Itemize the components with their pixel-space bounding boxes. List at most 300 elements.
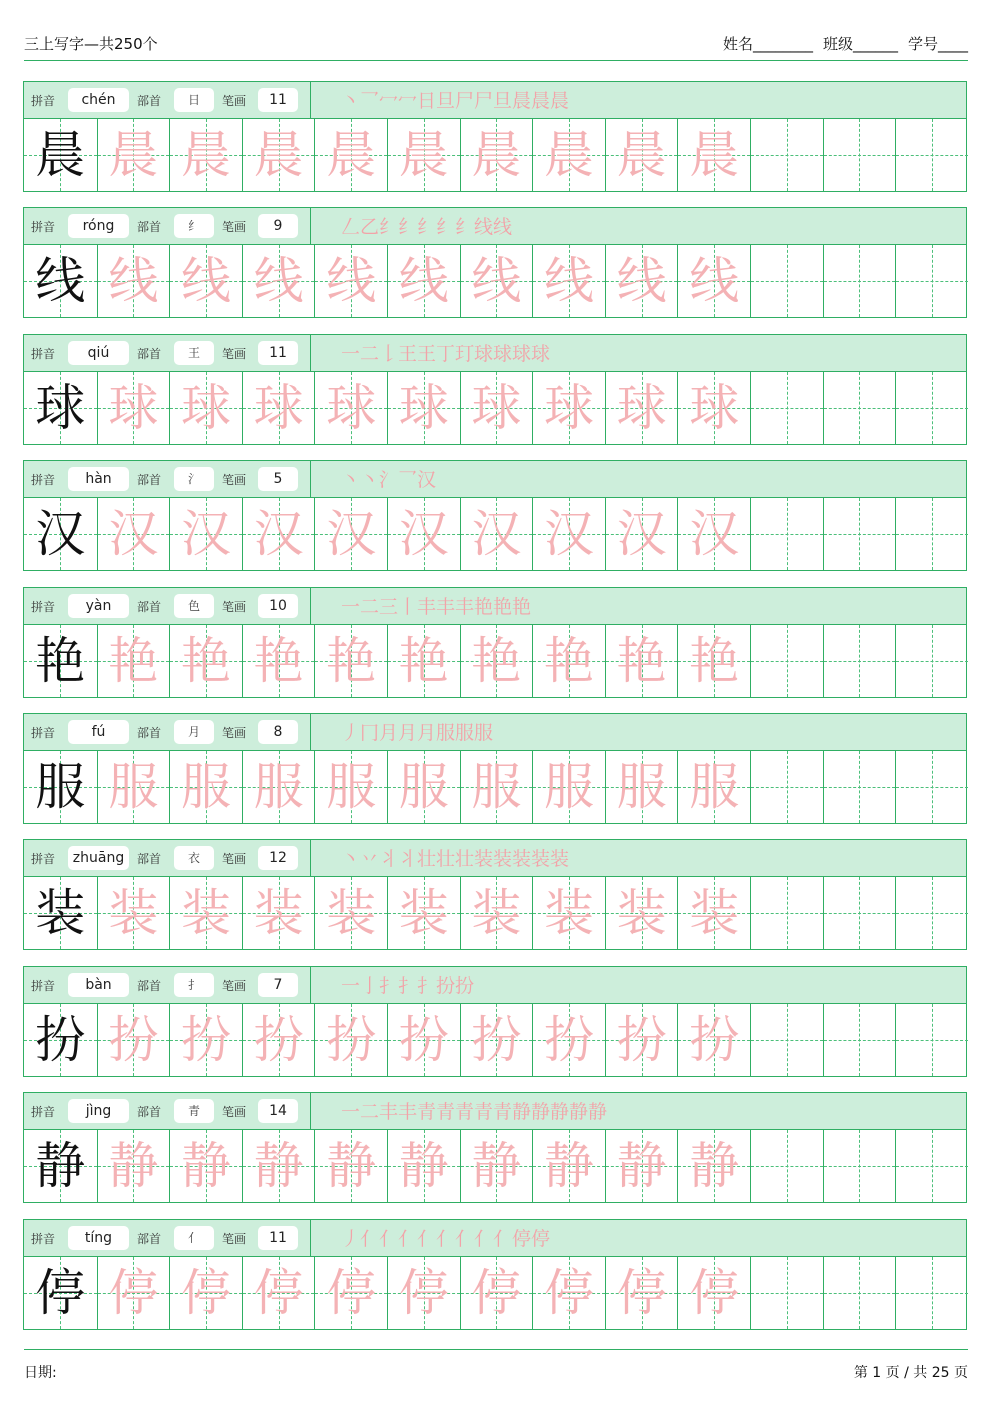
trace-char: 静 [180, 1137, 231, 1196]
trace-char: 扮 [180, 1010, 231, 1069]
trace-cell [169, 1130, 242, 1202]
trace-char: 艳 [543, 631, 594, 690]
blank-cell[interactable] [750, 625, 823, 697]
trace-char: 装 [471, 884, 522, 943]
trace-char: 停 [180, 1263, 231, 1322]
radical-label: 部首 [137, 852, 162, 867]
trace-char: 静 [108, 1137, 159, 1196]
model-cell [24, 1130, 97, 1202]
trace-char: 线 [616, 252, 667, 311]
trace-cell [242, 498, 315, 570]
trace-cell [677, 1130, 750, 1202]
trace-char: 服 [398, 758, 449, 816]
trace-char: 线 [108, 252, 159, 311]
radical-label: 部首 [137, 978, 162, 993]
trace-char: 球 [471, 378, 522, 437]
trace-cell [605, 372, 678, 444]
guide-line-horizontal [751, 281, 823, 282]
char-block [23, 1092, 967, 1203]
trace-char: 艳 [108, 631, 159, 690]
guide-line-horizontal [896, 534, 968, 535]
trace-cell [460, 245, 533, 317]
pinyin-value: yàn [68, 594, 129, 618]
pinyin-label: 拼音 [31, 726, 56, 740]
trace-cell [314, 498, 387, 570]
writing-grid [24, 751, 966, 823]
stroke-count: 11 [258, 1226, 298, 1250]
strokes-label: 笔画 [222, 220, 247, 235]
model-char: 球 [35, 378, 86, 437]
trace-char: 停 [398, 1263, 449, 1322]
pinyin-label: 拼音 [31, 94, 56, 108]
blank-cell[interactable] [750, 1004, 823, 1076]
blank-cell[interactable] [750, 877, 823, 949]
trace-char: 扮 [616, 1010, 667, 1069]
trace-char: 装 [398, 884, 449, 943]
blank-cell[interactable] [823, 625, 896, 697]
trace-cell [605, 751, 678, 823]
trace-char: 停 [253, 1263, 304, 1322]
blank-cell[interactable] [895, 372, 968, 444]
guide-line-horizontal [824, 281, 896, 282]
trace-char: 服 [326, 758, 377, 816]
guide-line-horizontal [751, 1040, 823, 1041]
trace-cell [460, 625, 533, 697]
blank-cell[interactable] [823, 1004, 896, 1076]
stroke-order-area [310, 461, 966, 497]
trace-char: 扮 [543, 1010, 594, 1069]
radical-value: 亻 [174, 1226, 214, 1250]
blank-cell[interactable] [823, 877, 896, 949]
pinyin-label: 拼音 [31, 978, 56, 993]
trace-char: 球 [108, 378, 159, 437]
strokes-label: 笔画 [222, 978, 247, 993]
guide-line-horizontal [751, 155, 823, 156]
blank-cell[interactable] [823, 1130, 896, 1202]
char-block [23, 334, 967, 445]
trace-char: 球 [253, 378, 304, 437]
trace-char: 球 [543, 378, 594, 437]
worksheet-title: 三上写字—共250个 [24, 35, 158, 53]
model-char: 汉 [35, 505, 86, 564]
blank-cell[interactable] [895, 1257, 968, 1329]
trace-char: 扮 [108, 1010, 159, 1069]
radical-label: 部首 [137, 220, 162, 235]
blank-cell[interactable] [823, 119, 896, 191]
trace-char: 静 [471, 1137, 522, 1196]
model-char: 服 [35, 758, 86, 816]
trace-char: 装 [543, 884, 594, 943]
stroke-order-area [310, 714, 966, 750]
trace-cell [532, 751, 605, 823]
trace-char: 线 [253, 252, 304, 311]
writing-grid [24, 625, 966, 697]
strokes-label: 笔画 [222, 852, 247, 867]
guide-line-horizontal [896, 913, 968, 914]
blank-cell[interactable] [895, 625, 968, 697]
pinyin-value: jìng [68, 1099, 129, 1123]
stroke-count: 10 [258, 594, 298, 618]
model-cell [24, 625, 97, 697]
writing-grid [24, 245, 966, 317]
blank-cell[interactable] [895, 751, 968, 823]
page-info: 第 1 页 / 共 25 页 [853, 1365, 968, 1381]
trace-cell [97, 372, 170, 444]
blank-cell[interactable] [823, 751, 896, 823]
trace-char: 装 [108, 884, 159, 943]
trace-char: 晨 [108, 126, 159, 184]
writing-grid [24, 1130, 966, 1202]
trace-char: 线 [326, 252, 377, 311]
stroke-order-area [310, 335, 966, 371]
char-block [23, 81, 967, 192]
trace-char: 球 [689, 378, 740, 437]
trace-char: 服 [180, 758, 231, 816]
trace-cell [460, 119, 533, 191]
class-field[interactable]: 班级______ [822, 35, 898, 53]
trace-char: 艳 [689, 631, 740, 690]
trace-cell [97, 1004, 170, 1076]
strokes-label: 笔画 [222, 94, 247, 108]
guide-line-horizontal [824, 155, 896, 156]
student-info [723, 33, 968, 54]
trace-cell [532, 245, 605, 317]
guide-line-horizontal [751, 787, 823, 788]
writing-grid [24, 1004, 966, 1076]
trace-char: 晨 [689, 126, 740, 184]
guide-line-horizontal [751, 1166, 823, 1167]
trace-cell [314, 119, 387, 191]
radical-value: 青 [174, 1099, 214, 1123]
trace-cell [97, 245, 170, 317]
trace-char: 服 [689, 758, 740, 816]
trace-cell [242, 372, 315, 444]
trace-char: 线 [543, 252, 594, 311]
trace-char: 服 [471, 758, 522, 816]
stroke-order: 丶丶氵乛汉 [341, 469, 437, 492]
trace-cell [387, 372, 460, 444]
trace-char: 线 [398, 252, 449, 311]
model-char: 扮 [35, 1010, 86, 1069]
strokes-label: 笔画 [222, 1105, 247, 1120]
trace-char: 扮 [398, 1010, 449, 1069]
guide-line-horizontal [896, 787, 968, 788]
trace-cell [387, 751, 460, 823]
radical-value: 日 [174, 88, 214, 112]
trace-char: 装 [689, 884, 740, 943]
trace-char: 线 [471, 252, 522, 311]
stroke-order: 丿亻亻亻亻亻亻亻亻停停 [341, 1227, 551, 1250]
trace-cell [460, 877, 533, 949]
blank-cell[interactable] [895, 119, 968, 191]
trace-char: 扮 [326, 1010, 377, 1069]
trace-char: 艳 [326, 631, 377, 690]
pinyin-label: 拼音 [31, 852, 56, 867]
stroke-count: 11 [258, 341, 298, 365]
trace-char: 静 [253, 1137, 304, 1196]
char-block [23, 839, 967, 950]
strokes-label: 笔画 [222, 473, 247, 488]
trace-cell [387, 498, 460, 570]
trace-cell [314, 877, 387, 949]
radical-label: 部首 [137, 1105, 162, 1120]
radical-value: 扌 [174, 973, 214, 997]
trace-cell [677, 751, 750, 823]
trace-cell [314, 751, 387, 823]
stroke-count: 8 [258, 720, 298, 744]
trace-char: 服 [253, 758, 304, 816]
trace-char: 停 [616, 1263, 667, 1322]
trace-cell [242, 1004, 315, 1076]
char-block [23, 966, 967, 1077]
char-info-bar [24, 208, 966, 245]
stroke-order: 一二丰丰青青青青青静静静静静 [341, 1101, 608, 1124]
guide-line-horizontal [751, 1293, 823, 1294]
radical-value: 色 [174, 594, 214, 618]
blank-cell[interactable] [750, 1130, 823, 1202]
stroke-order: 一亅扌扌扌扮扮 [341, 974, 475, 997]
stroke-order: 一二𠄌王王丁玎球球球球 [341, 342, 551, 365]
trace-cell [169, 877, 242, 949]
pinyin-label: 拼音 [31, 220, 56, 235]
trace-char: 汉 [108, 505, 159, 564]
trace-char: 服 [108, 758, 159, 816]
radical-label: 部首 [137, 94, 162, 108]
guide-line-horizontal [896, 155, 968, 156]
radical-value: 衣 [174, 846, 214, 870]
trace-char: 汉 [180, 505, 231, 564]
stroke-order: 一二三丨丰丰丰艳艳艳 [341, 595, 532, 618]
blank-cell[interactable] [895, 877, 968, 949]
trace-char: 汉 [398, 505, 449, 564]
model-cell [24, 1257, 97, 1329]
trace-cell [169, 119, 242, 191]
trace-cell [97, 1257, 170, 1329]
guide-line-horizontal [896, 661, 968, 662]
blank-cell[interactable] [823, 1257, 896, 1329]
trace-cell [169, 751, 242, 823]
model-char: 停 [35, 1263, 86, 1322]
writing-grid [24, 119, 966, 191]
pinyin-value: hàn [68, 467, 129, 491]
char-info-bar [24, 82, 966, 119]
trace-char: 晨 [543, 126, 594, 184]
char-info-bar [24, 335, 966, 372]
trace-char: 汉 [689, 505, 740, 564]
trace-cell [677, 877, 750, 949]
trace-cell [97, 119, 170, 191]
trace-char: 停 [108, 1263, 159, 1322]
blank-cell[interactable] [895, 1004, 968, 1076]
guide-line-horizontal [824, 408, 896, 409]
trace-char: 服 [616, 758, 667, 816]
trace-cell [605, 1257, 678, 1329]
pinyin-value: bàn [68, 973, 129, 997]
writing-grid [24, 1257, 966, 1329]
trace-cell [242, 119, 315, 191]
writing-grid [24, 372, 966, 444]
trace-cell [677, 1257, 750, 1329]
stroke-count: 7 [258, 973, 298, 997]
stroke-order-area [310, 967, 966, 1003]
trace-cell [460, 1257, 533, 1329]
blank-cell[interactable] [750, 1257, 823, 1329]
blank-cell[interactable] [823, 245, 896, 317]
trace-char: 扮 [689, 1010, 740, 1069]
pinyin-value: fú [68, 720, 129, 744]
guide-line-horizontal [824, 913, 896, 914]
pinyin-value: róng [68, 214, 129, 238]
stroke-count: 12 [258, 846, 298, 870]
trace-cell [314, 625, 387, 697]
model-cell [24, 1004, 97, 1076]
pinyin-value: qiú [68, 341, 129, 365]
trace-char: 扮 [253, 1010, 304, 1069]
guide-line-horizontal [824, 1293, 896, 1294]
blank-cell[interactable] [750, 245, 823, 317]
blank-cell[interactable] [895, 1130, 968, 1202]
trace-cell [460, 498, 533, 570]
trace-char: 停 [471, 1263, 522, 1322]
char-info-bar [24, 1220, 966, 1257]
blank-cell[interactable] [895, 498, 968, 570]
model-cell [24, 877, 97, 949]
stroke-order: 丶乛冖冖日旦尸尸旦晨晨晨 [341, 90, 570, 112]
trace-cell [97, 498, 170, 570]
blank-cell[interactable] [750, 119, 823, 191]
trace-char: 装 [616, 884, 667, 943]
trace-cell [314, 1130, 387, 1202]
guide-line-horizontal [896, 1293, 968, 1294]
trace-cell [460, 751, 533, 823]
page-footer [24, 1349, 968, 1390]
strokes-label: 笔画 [222, 599, 247, 614]
name-field[interactable]: 姓名________ [722, 35, 813, 53]
trace-cell [532, 498, 605, 570]
guide-line-horizontal [896, 408, 968, 409]
trace-char: 晨 [180, 126, 231, 184]
guide-line-horizontal [824, 1040, 896, 1041]
trace-char: 晨 [253, 126, 304, 184]
radical-value: 纟 [174, 214, 214, 238]
trace-cell [242, 877, 315, 949]
char-info-bar [24, 967, 966, 1004]
trace-cell [677, 245, 750, 317]
trace-char: 线 [180, 252, 231, 311]
blank-cell[interactable] [823, 372, 896, 444]
trace-char: 装 [180, 884, 231, 943]
model-char: 静 [35, 1137, 86, 1196]
trace-cell [169, 245, 242, 317]
trace-char: 球 [398, 378, 449, 437]
guide-line-horizontal [824, 534, 896, 535]
guide-line-horizontal [896, 281, 968, 282]
trace-char: 汉 [253, 505, 304, 564]
model-char: 艳 [35, 631, 86, 690]
trace-char: 球 [616, 378, 667, 437]
trace-char: 汉 [471, 505, 522, 564]
char-block [23, 713, 967, 824]
trace-cell [605, 1004, 678, 1076]
char-block [23, 1219, 967, 1330]
trace-cell [677, 498, 750, 570]
trace-char: 艳 [616, 631, 667, 690]
trace-cell [169, 625, 242, 697]
stroke-order-area [310, 840, 966, 876]
trace-cell [605, 245, 678, 317]
trace-char: 汉 [616, 505, 667, 564]
writing-grid [24, 498, 966, 570]
trace-char: 静 [398, 1137, 449, 1196]
char-info-bar [24, 1093, 966, 1130]
pinyin-value: zhuāng [68, 846, 129, 870]
char-block [23, 460, 967, 571]
trace-char: 球 [326, 378, 377, 437]
trace-cell [605, 625, 678, 697]
char-block [23, 587, 967, 698]
blank-cell[interactable] [895, 245, 968, 317]
trace-char: 艳 [180, 631, 231, 690]
trace-char: 服 [543, 758, 594, 816]
trace-char: 装 [326, 884, 377, 943]
trace-cell [169, 1257, 242, 1329]
trace-cell [677, 372, 750, 444]
guide-line-horizontal [751, 408, 823, 409]
trace-char: 晨 [616, 126, 667, 184]
model-cell [24, 245, 97, 317]
student-number-field[interactable]: 学号____ [907, 35, 968, 53]
pinyin-label: 拼音 [31, 1105, 56, 1120]
blank-cell[interactable] [823, 498, 896, 570]
guide-line-horizontal [896, 1166, 968, 1167]
trace-cell [169, 372, 242, 444]
stroke-order: 丶丷丬丬壮壮壮装装装装装 [341, 848, 570, 871]
trace-char: 晨 [471, 126, 522, 184]
trace-char: 球 [180, 378, 231, 437]
trace-cell [605, 498, 678, 570]
model-cell [24, 119, 97, 191]
trace-cell [387, 625, 460, 697]
trace-cell [605, 877, 678, 949]
trace-char: 汉 [543, 505, 594, 564]
char-info-bar [24, 588, 966, 625]
stroke-order-area [310, 82, 966, 118]
trace-cell [242, 751, 315, 823]
trace-cell [460, 372, 533, 444]
trace-cell [532, 625, 605, 697]
blank-cell[interactable] [750, 498, 823, 570]
blank-cell[interactable] [750, 751, 823, 823]
char-info-bar [24, 461, 966, 498]
pinyin-value: tíng [68, 1226, 129, 1250]
trace-cell [532, 372, 605, 444]
trace-char: 艳 [398, 631, 449, 690]
trace-char: 静 [616, 1137, 667, 1196]
trace-cell [97, 625, 170, 697]
model-char: 线 [35, 252, 86, 311]
guide-line-horizontal [824, 1166, 896, 1167]
pinyin-label: 拼音 [31, 473, 56, 488]
stroke-count: 9 [258, 214, 298, 238]
radical-label: 部首 [137, 1231, 162, 1246]
model-char: 装 [35, 884, 86, 943]
trace-char: 艳 [253, 631, 304, 690]
date-label: 日期: [24, 1365, 57, 1381]
radical-value: 月 [174, 720, 214, 744]
stroke-order-area [310, 588, 966, 624]
char-info-bar [24, 714, 966, 751]
blank-cell[interactable] [750, 372, 823, 444]
